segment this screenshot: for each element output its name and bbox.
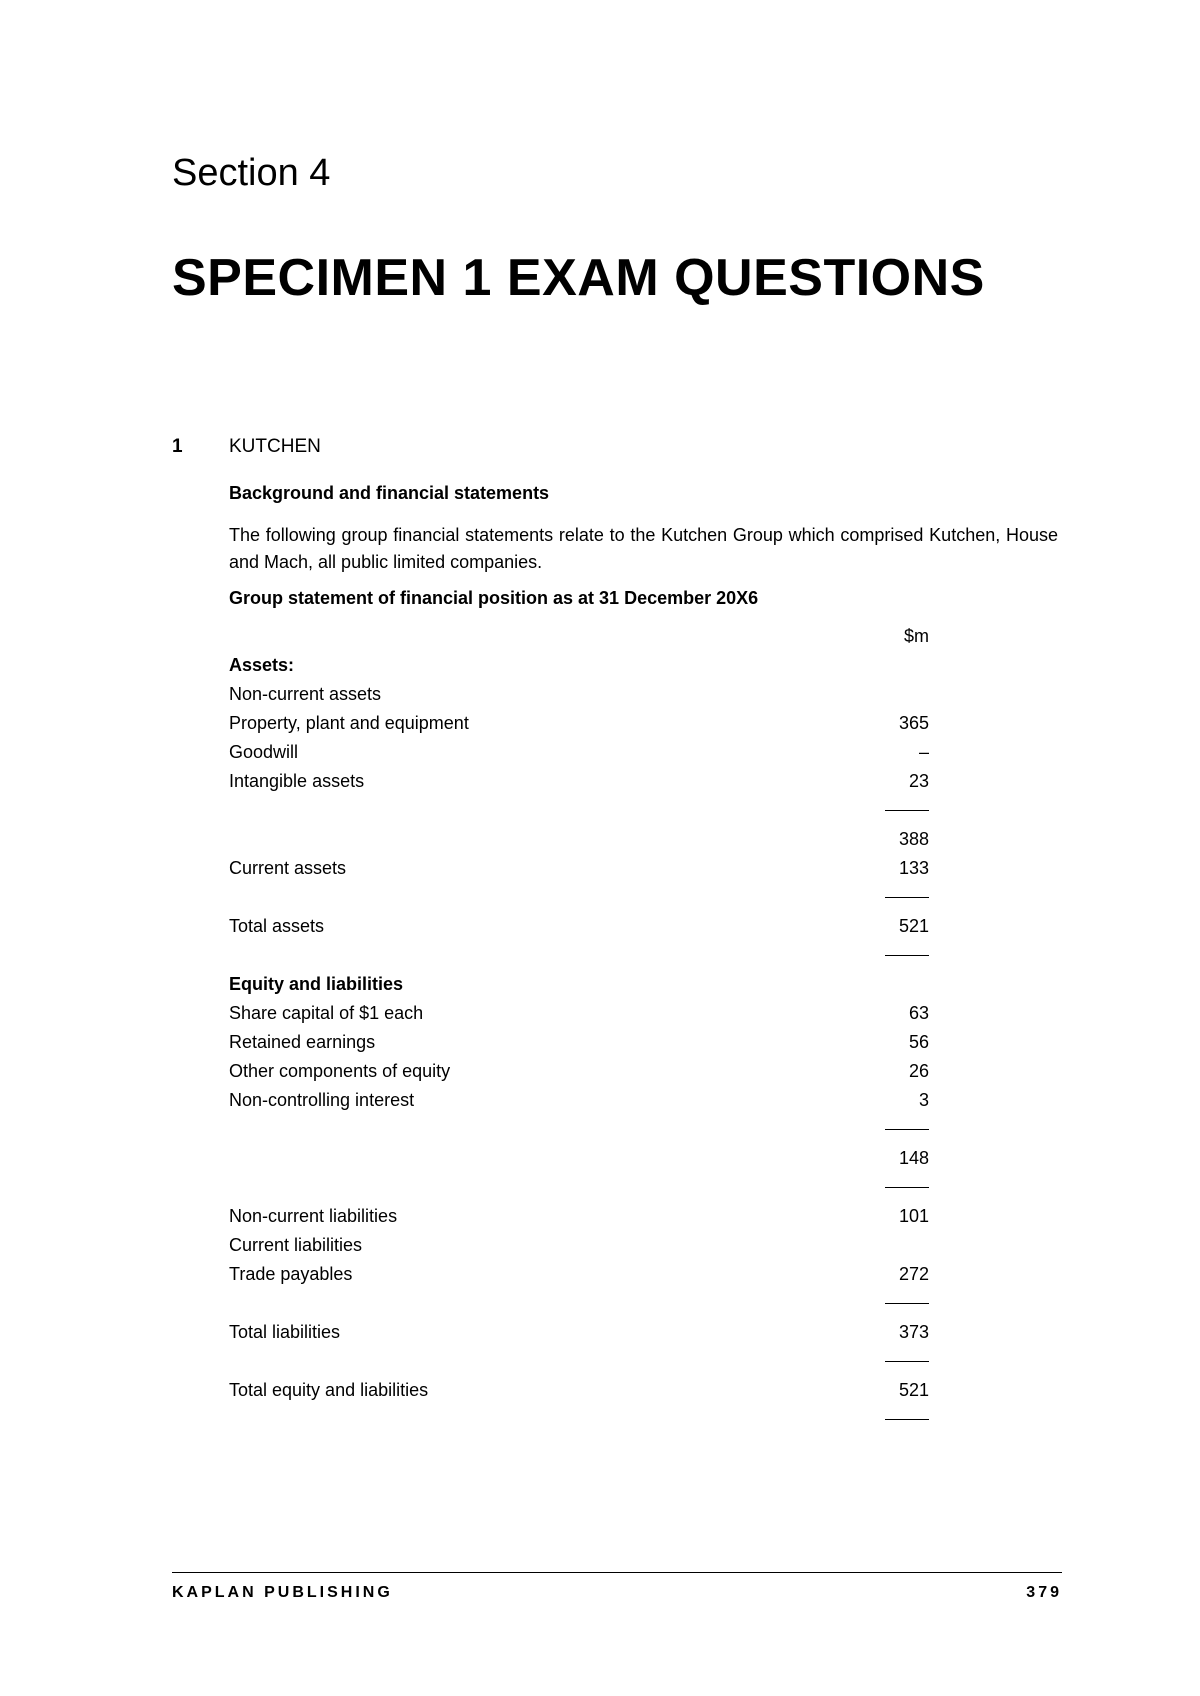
row-label: Current assets (229, 858, 347, 878)
statement-title: Group statement of financial position as at 31 December 20X6 (229, 588, 759, 608)
row-label: Non-controlling interest (229, 1090, 415, 1110)
total-rule (885, 1361, 929, 1362)
unit-label: $m (903, 626, 929, 646)
row-value: 26 (908, 1061, 929, 1081)
statement-row (229, 767, 929, 796)
statement-row (229, 1144, 929, 1173)
total-rule-row (229, 1347, 929, 1376)
total-rule (885, 1187, 929, 1188)
row-value: 365 (898, 713, 929, 733)
row-value: – (918, 742, 929, 762)
row-label: Trade payables (229, 1264, 353, 1284)
statement-row (229, 912, 929, 941)
statement-row (229, 1057, 929, 1086)
row-label: Current liabilities (229, 1235, 363, 1255)
total-rule (885, 1129, 929, 1130)
total-rule (885, 897, 929, 898)
statement-row (229, 1376, 929, 1405)
total-rule (885, 1419, 929, 1420)
unit-header-row (229, 622, 929, 651)
total-rule-row (229, 883, 929, 912)
row-label: Total assets (229, 916, 325, 936)
row-value: 101 (898, 1206, 929, 1226)
row-value: 3 (918, 1090, 929, 1110)
statement-row (229, 1202, 929, 1231)
row-label: Other components of equity (229, 1061, 451, 1081)
statement-row (229, 970, 929, 999)
row-label: Assets: (229, 655, 295, 675)
statement-rows (229, 651, 929, 1434)
total-rule-row (229, 941, 929, 970)
footer-page-number: 379 (1026, 1584, 1062, 1601)
statement-row (229, 999, 929, 1028)
row-label: Equity and liabilities (229, 974, 404, 994)
row-value: 148 (898, 1148, 929, 1168)
row-value: 272 (898, 1264, 929, 1284)
total-rule (885, 1303, 929, 1304)
row-label: Intangible assets (229, 771, 365, 791)
statement-row (229, 1260, 929, 1289)
statement-row (229, 1318, 929, 1347)
row-label: Property, plant and equipment (229, 713, 469, 733)
subheading: Background and financial statements (229, 483, 550, 503)
row-value: 521 (898, 1380, 929, 1400)
row-value: 521 (898, 916, 929, 936)
page-title: SPECIMEN 1 EXAM QUESTIONS (172, 249, 985, 307)
statement-row (229, 709, 929, 738)
section-label: Section 4 (172, 152, 331, 194)
question-title: KUTCHEN (229, 436, 321, 457)
row-label: Retained earnings (229, 1032, 376, 1052)
row-label: Non-current assets (229, 684, 382, 704)
row-value: 373 (898, 1322, 929, 1342)
row-label: Goodwill (229, 742, 299, 762)
statement-row (229, 825, 929, 854)
row-value: 63 (908, 1003, 929, 1023)
total-rule-row (229, 1289, 929, 1318)
statement-row (229, 1231, 929, 1260)
statement-row (229, 1028, 929, 1057)
intro-paragraph: The following group financial statements relate to the Kutchen Group which comprised Kutchen, House and Mach, all public limited companies. (229, 525, 1058, 572)
footer-divider (172, 1572, 1062, 1573)
question-number: 1 (172, 436, 183, 457)
row-label: Total equity and liabilities (229, 1380, 429, 1400)
statement-row (229, 1086, 929, 1115)
total-rule (885, 810, 929, 811)
total-rule-row (229, 796, 929, 825)
footer-publisher: KAPLAN PUBLISHING (172, 1584, 393, 1601)
row-value: 133 (898, 858, 929, 878)
statement-row (229, 651, 929, 680)
row-value: 23 (908, 771, 929, 791)
row-label: Non-current liabilities (229, 1206, 398, 1226)
statement-row (229, 854, 929, 883)
row-label: Total liabilities (229, 1322, 341, 1342)
financial-statement-table (229, 622, 929, 1434)
row-label: Share capital of $1 each (229, 1003, 424, 1023)
row-value: 388 (898, 829, 929, 849)
total-rule-row (229, 1405, 929, 1434)
statement-row (229, 738, 929, 767)
total-rule-row (229, 1115, 929, 1144)
total-rule-row (229, 1173, 929, 1202)
row-value: 56 (908, 1032, 929, 1052)
statement-row (229, 680, 929, 709)
total-rule (885, 955, 929, 956)
